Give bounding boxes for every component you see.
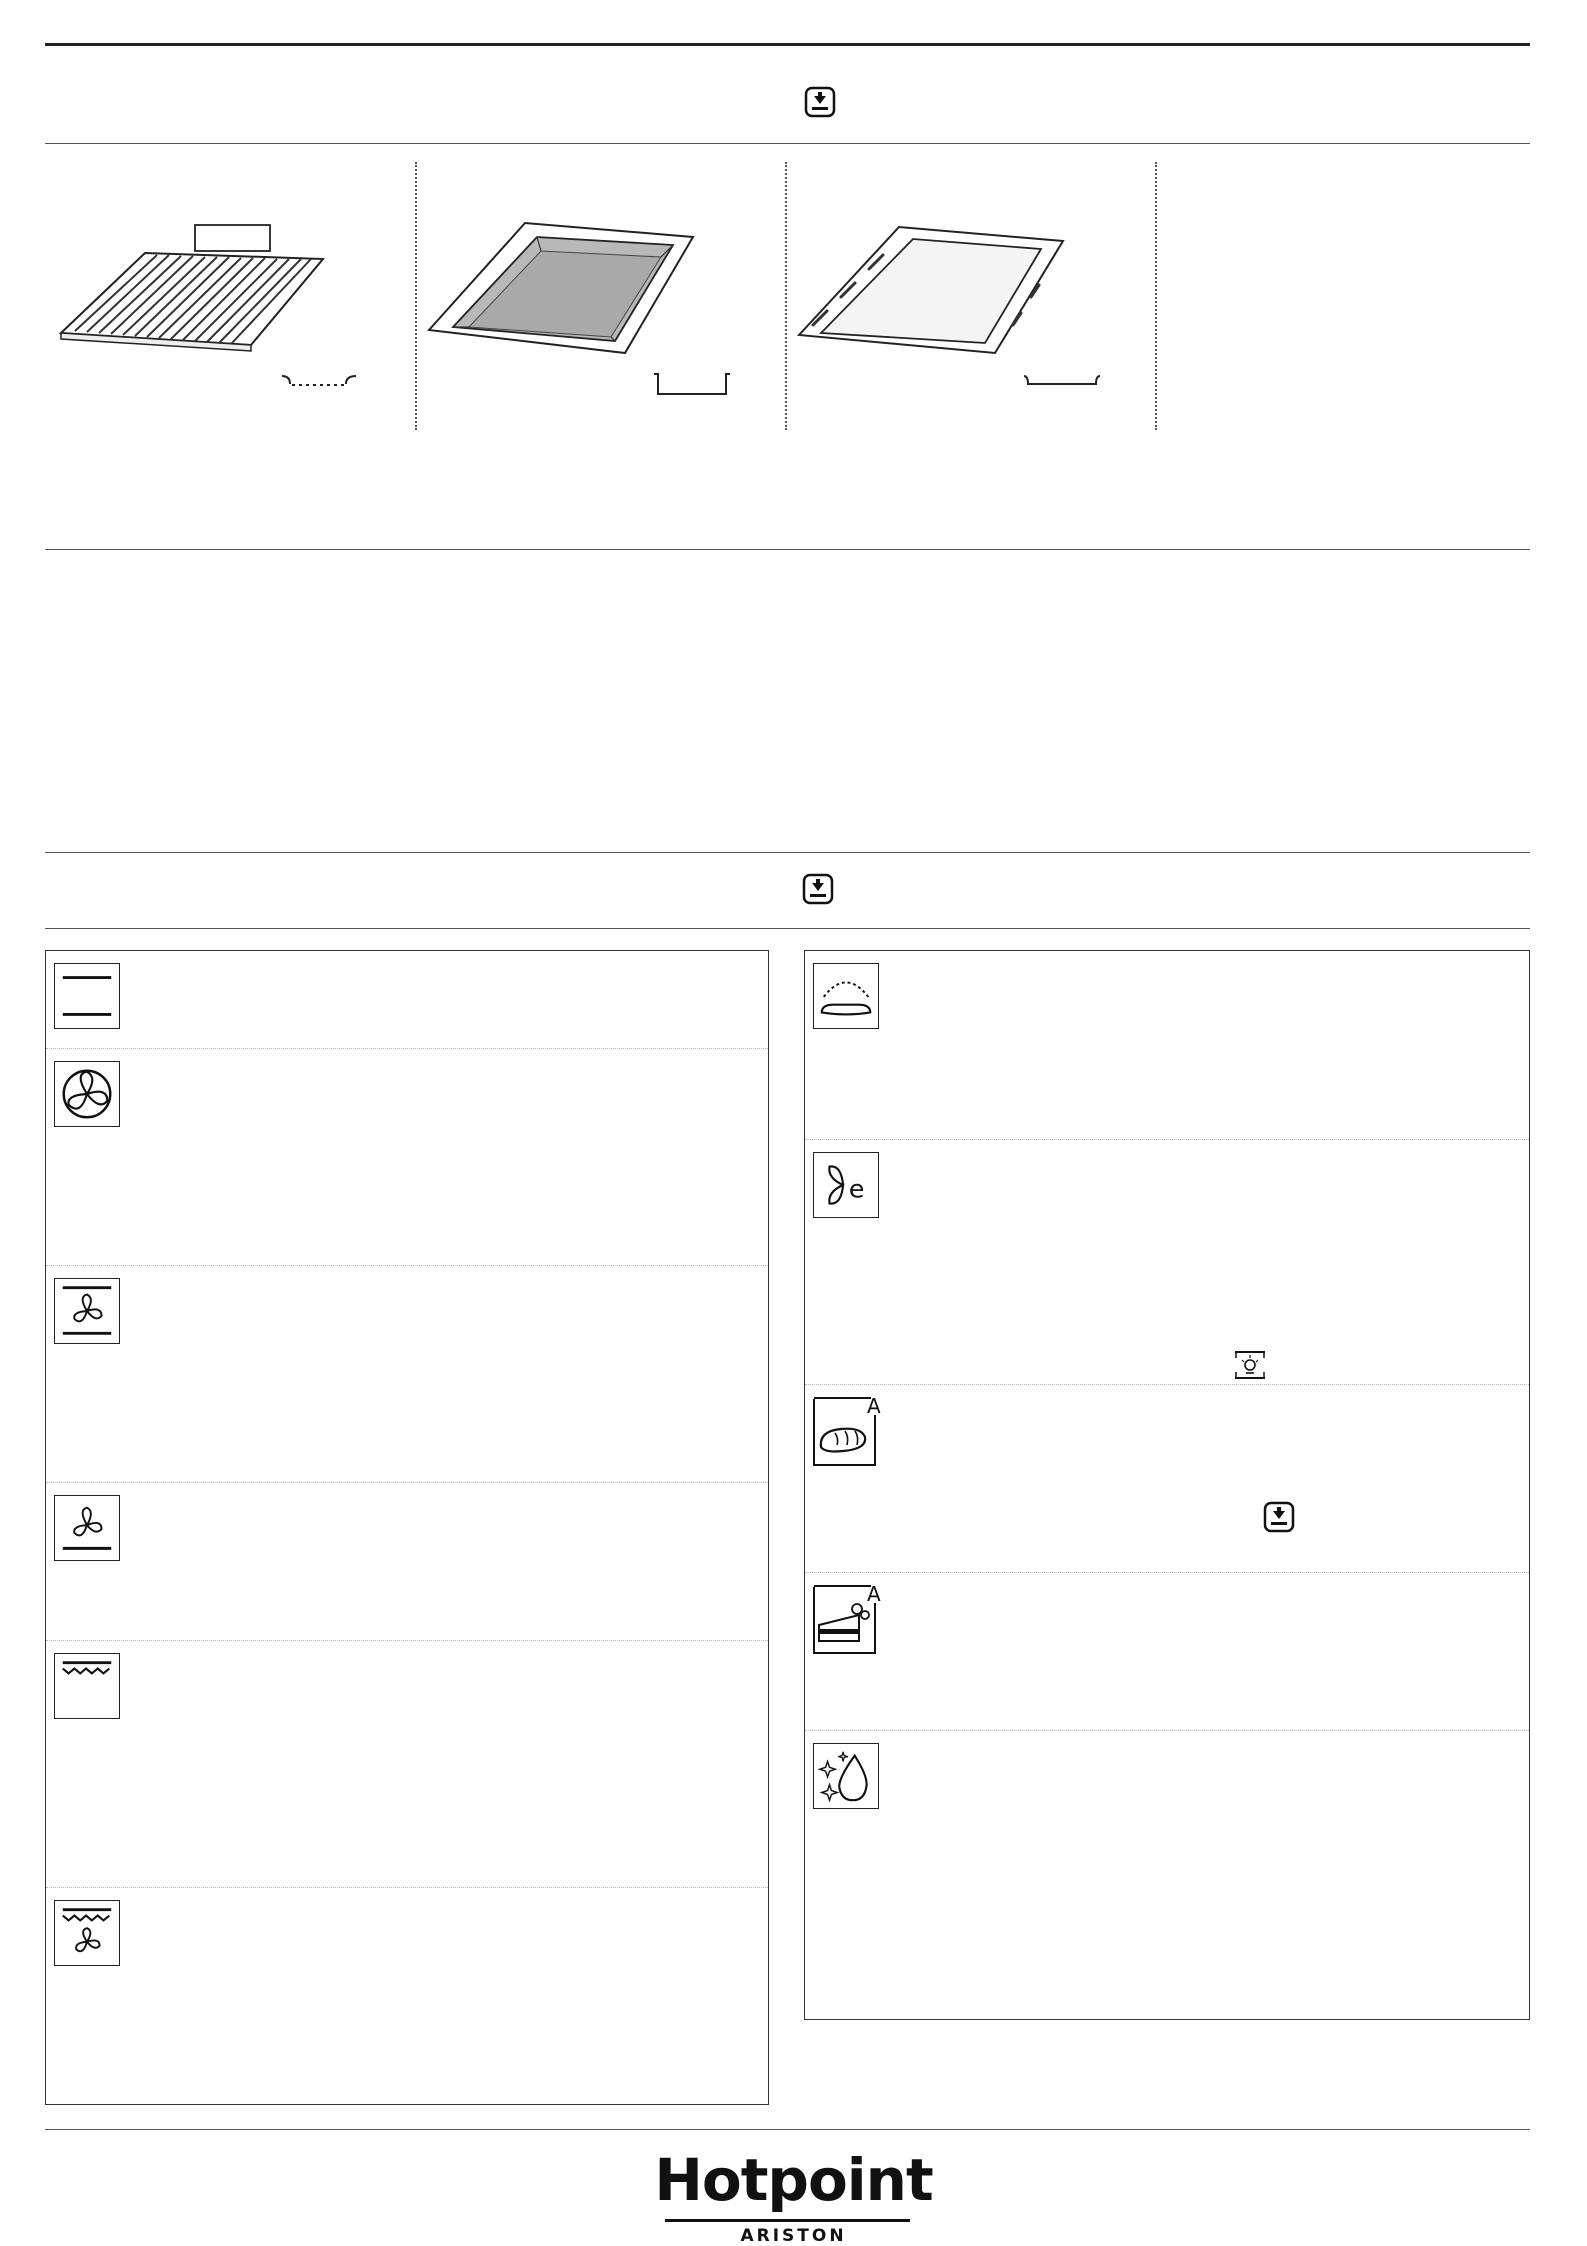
footer-rule xyxy=(45,2129,1530,2130)
section-rule xyxy=(45,852,1530,853)
drip-tray-profile xyxy=(652,370,732,398)
dome-baking-icon xyxy=(813,963,879,1029)
fan-bottom-icon xyxy=(54,1495,120,1561)
column-divider xyxy=(1155,162,1157,430)
download-icon xyxy=(1263,1501,1295,1533)
function-row xyxy=(46,1887,768,2107)
function-row xyxy=(805,1730,1529,2022)
function-row xyxy=(46,1265,768,1483)
function-row xyxy=(46,951,768,1048)
section-rule xyxy=(45,143,1530,144)
section-rule xyxy=(45,549,1530,550)
drip-tray-illustration xyxy=(425,215,700,355)
bread-auto-icon xyxy=(813,1397,885,1467)
column-divider xyxy=(415,162,417,430)
function-row xyxy=(805,951,1529,1139)
download-icon xyxy=(802,873,834,905)
grill-icon xyxy=(54,1653,120,1719)
wire-shelf-profile xyxy=(280,372,360,392)
svg-text:e: e xyxy=(848,1174,865,1204)
function-row xyxy=(46,1640,768,1888)
auto-badge: A xyxy=(867,1397,881,1418)
convection-bake-icon xyxy=(54,1061,120,1127)
functions-panel-right xyxy=(804,950,1530,2020)
top-rule xyxy=(45,43,1530,46)
brand-logo-subtext: ARISTON xyxy=(740,2226,847,2246)
function-row xyxy=(46,1048,768,1266)
brand-logo: Hotpoint xyxy=(654,2146,933,2214)
section-rule xyxy=(45,928,1530,929)
hydro-clean-icon xyxy=(813,1743,879,1809)
conventional-icon xyxy=(54,963,120,1029)
cake-auto-icon xyxy=(813,1585,885,1655)
download-icon xyxy=(804,86,836,118)
auto-badge: A xyxy=(867,1585,881,1606)
lamp-icon xyxy=(1233,1348,1267,1382)
function-row xyxy=(805,1572,1529,1731)
forced-air-icon xyxy=(54,1278,120,1344)
column-divider xyxy=(785,162,787,430)
function-row xyxy=(805,1139,1529,1385)
wire-shelf-illustration xyxy=(55,215,330,355)
eco-forced-air-icon xyxy=(813,1152,879,1218)
functions-panel-left xyxy=(45,950,769,2105)
brand-logo-underline xyxy=(665,2219,910,2222)
baking-tray-profile xyxy=(1022,372,1102,392)
turbo-grill-icon xyxy=(54,1900,120,1966)
baking-tray-illustration xyxy=(795,215,1070,355)
function-row xyxy=(805,1384,1529,1573)
function-row xyxy=(46,1482,768,1641)
